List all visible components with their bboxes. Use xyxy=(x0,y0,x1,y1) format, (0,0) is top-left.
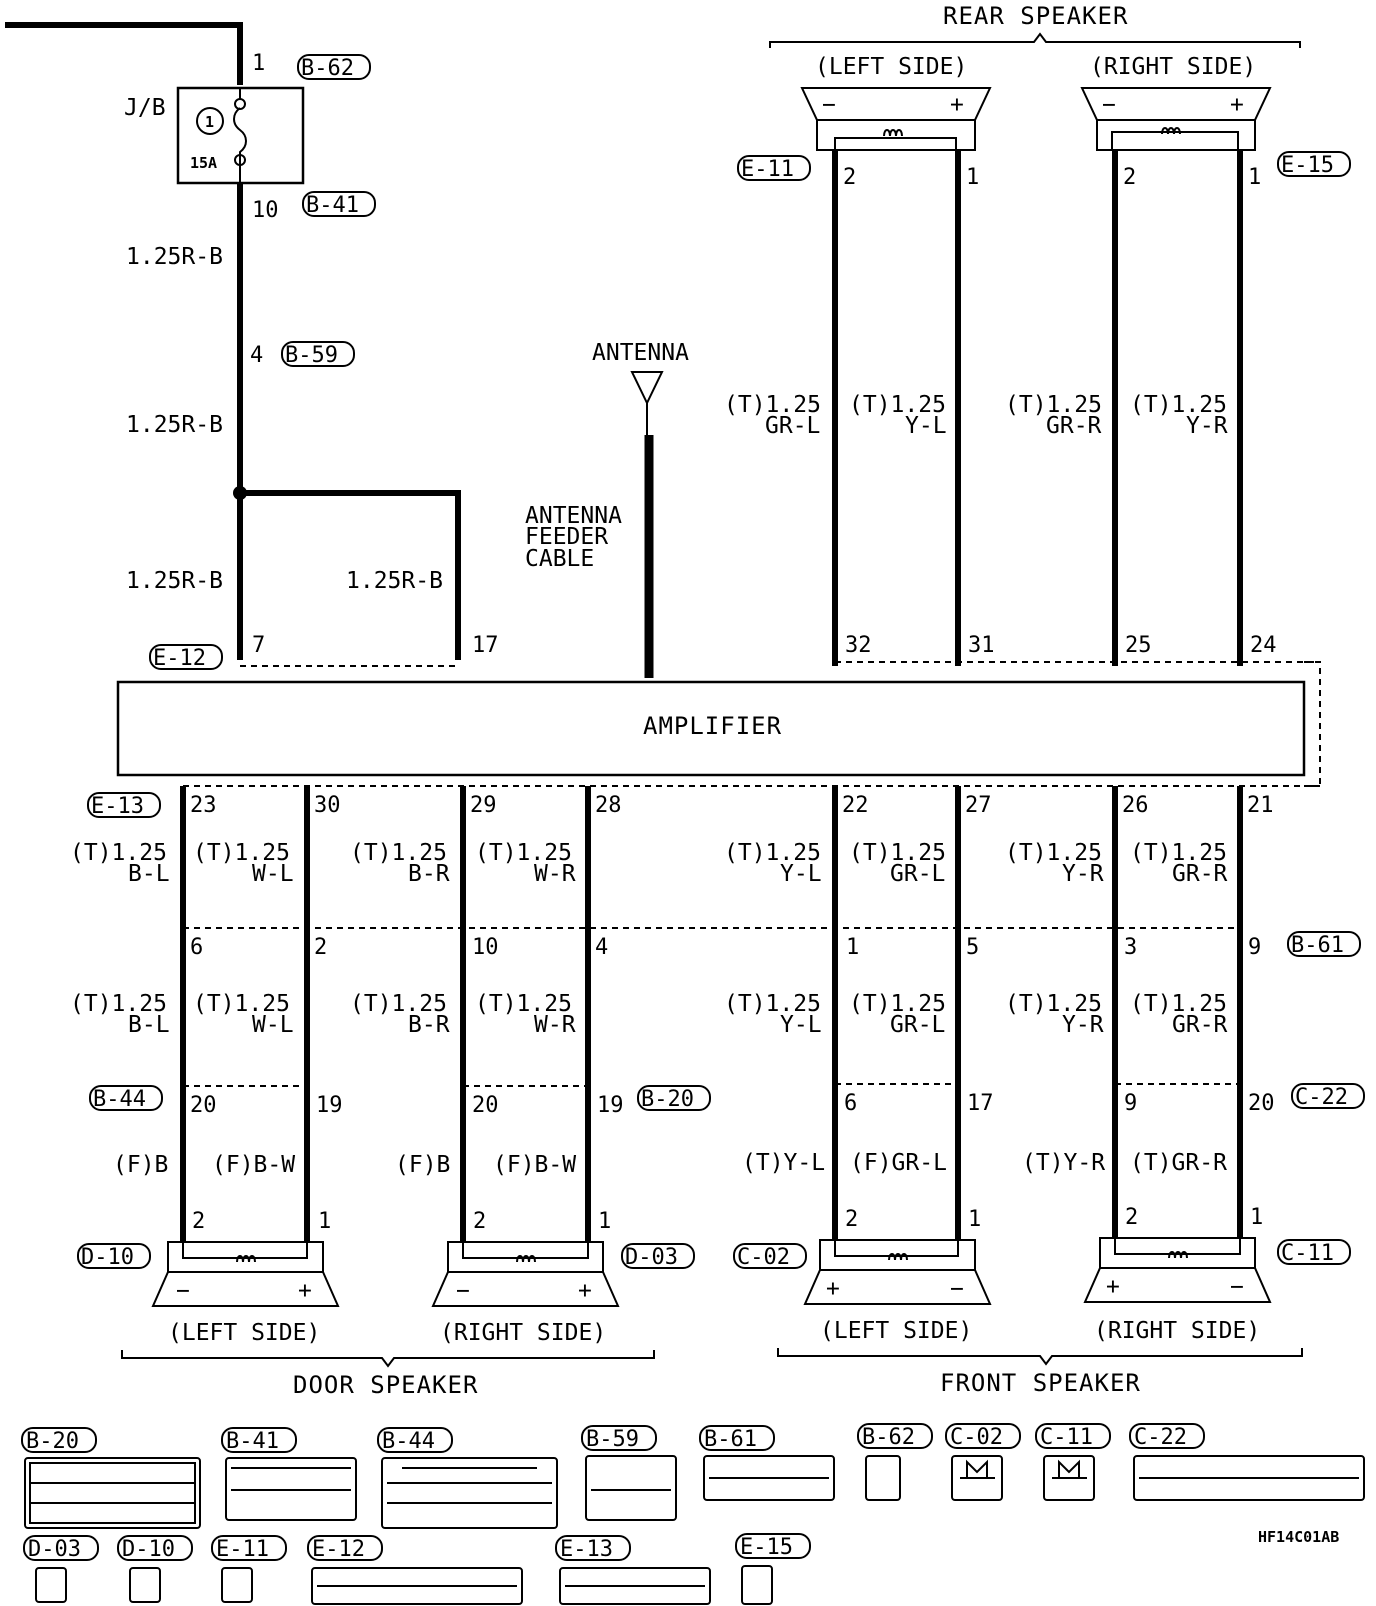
connector-label: B-20 xyxy=(641,1087,694,1112)
wire-label: W-R xyxy=(534,861,576,887)
pin-label: 2 xyxy=(473,1209,487,1234)
wire-label: (T)1.25 xyxy=(70,840,167,866)
pin-label: 32 xyxy=(845,633,872,658)
wire-label: (F)GR-L xyxy=(850,1150,947,1176)
fuse-rating: 15A xyxy=(190,154,218,172)
door-right-label: (RIGHT SIDE) xyxy=(440,1320,607,1346)
connector-label: E-11 xyxy=(741,157,794,182)
connector-label: B-41 xyxy=(306,193,359,218)
wire-label: B-L xyxy=(128,861,170,887)
pin-label: 20 xyxy=(1248,1091,1275,1116)
front-speaker-brace xyxy=(778,1348,1302,1364)
wire-label: GR-R xyxy=(1172,1012,1228,1038)
wire-label: (T)Y-R xyxy=(1022,1150,1106,1176)
wire-label: GR-L xyxy=(890,861,946,887)
connector-label: B-44 xyxy=(93,1087,146,1112)
pin-label: 17 xyxy=(472,633,499,658)
wire-label: W-L xyxy=(252,861,294,887)
pin-label: 1 xyxy=(1248,165,1262,190)
legend-label: E-15 xyxy=(740,1535,793,1560)
wire-label: Y-R xyxy=(1062,1012,1104,1038)
pin-label: 25 xyxy=(1125,633,1152,658)
door-speaker-brace xyxy=(122,1350,654,1366)
rear-right-speaker-icon xyxy=(1082,88,1270,150)
wire-label: Y-L xyxy=(780,1012,822,1038)
pin-label: 19 xyxy=(316,1093,343,1118)
connector-label: C-22 xyxy=(1295,1085,1348,1110)
wire-label: W-R xyxy=(534,1012,576,1038)
pin-label: 3 xyxy=(1124,935,1138,960)
pin-label: 17 xyxy=(967,1091,994,1116)
wire-label: GR-R xyxy=(1046,413,1102,439)
pin-label: 2 xyxy=(843,165,857,190)
antenna-icon xyxy=(632,372,662,403)
wire-label: (F)B-W xyxy=(212,1152,296,1178)
wire-label: (T)GR-R xyxy=(1130,1150,1227,1176)
wire-label: (T)1.25 xyxy=(350,991,447,1017)
pin-label: 26 xyxy=(1122,793,1149,818)
pin-label: 9 xyxy=(1124,1091,1138,1116)
legend-label: E-12 xyxy=(312,1537,365,1562)
pin-label: 1 xyxy=(966,165,980,190)
pin-label: 1 xyxy=(968,1207,982,1232)
wire-label: (T)1.25 xyxy=(350,840,447,866)
pin-label: 2 xyxy=(192,1209,206,1234)
pin-label: 4 xyxy=(595,935,609,960)
amplifier-dash xyxy=(1304,662,1320,786)
pin-label: 29 xyxy=(470,793,497,818)
rear-left-label: (LEFT SIDE) xyxy=(815,54,968,80)
pin-label: 1 xyxy=(1250,1205,1264,1230)
pin-label: 1 xyxy=(252,51,266,76)
pin-label: 22 xyxy=(842,793,869,818)
wire-label: GR-R xyxy=(1172,861,1228,887)
wire-label: (T)1.25 xyxy=(1005,991,1102,1017)
wire-label: B-R xyxy=(408,1012,450,1038)
wire-label: (T)1.25 xyxy=(849,392,946,418)
front-left-speaker-icon xyxy=(805,1240,990,1304)
svg-text:+: + xyxy=(1230,92,1244,118)
connector-legend xyxy=(22,1424,1364,1604)
pin-label: 6 xyxy=(190,935,204,960)
wire-label: Y-R xyxy=(1062,861,1104,887)
wire-label: (T)1.25 xyxy=(475,991,572,1017)
wire-label: (T)1.25 xyxy=(475,840,572,866)
wire-label: Y-R xyxy=(1186,413,1228,439)
pin-label: 4 xyxy=(250,343,264,368)
diagram-code: HF14C01AB xyxy=(1258,1528,1340,1546)
wire-label: (F)B xyxy=(395,1152,451,1178)
pin-label: 10 xyxy=(472,935,499,960)
wire-label: (T)1.25 xyxy=(1005,392,1102,418)
front-right-label: (RIGHT SIDE) xyxy=(1094,1318,1261,1344)
legend-label: B-61 xyxy=(704,1427,757,1452)
wire-label: (T)1.25 xyxy=(70,991,167,1017)
connector-label: B-59 xyxy=(285,343,338,368)
svg-text:−: − xyxy=(1102,92,1116,118)
wire-label: W-L xyxy=(252,1012,294,1038)
pin-label: 21 xyxy=(1247,793,1274,818)
legend-label: C-11 xyxy=(1040,1425,1093,1450)
svg-text:+: + xyxy=(298,1278,312,1304)
legend-label: C-02 xyxy=(950,1425,1003,1450)
pin-label: 9 xyxy=(1248,935,1262,960)
connector-label: B-62 xyxy=(301,56,354,81)
wire-label: GR-L xyxy=(765,413,821,439)
connector-label: B-61 xyxy=(1291,933,1344,958)
rear-right-label: (RIGHT SIDE) xyxy=(1090,54,1257,80)
svg-text:−: − xyxy=(822,92,836,118)
legend-label: E-11 xyxy=(216,1537,269,1562)
connector-label: D-10 xyxy=(81,1245,134,1270)
amplifier-label: AMPLIFIER xyxy=(643,712,783,740)
pin-label: 28 xyxy=(595,793,622,818)
front-left-label: (LEFT SIDE) xyxy=(820,1318,973,1344)
door-left-label: (LEFT SIDE) xyxy=(168,1320,321,1346)
legend-label: D-03 xyxy=(28,1537,81,1562)
wire-label: (T)1.25 xyxy=(193,840,290,866)
wire-label: 1.25R-B xyxy=(126,244,223,270)
legend-label: B-41 xyxy=(226,1429,279,1454)
door-right-speaker-icon xyxy=(433,1242,618,1306)
svg-text:+: + xyxy=(1106,1274,1120,1300)
svg-text:−: − xyxy=(176,1278,190,1304)
wire-label: (T)1.25 xyxy=(849,991,946,1017)
front-speaker-title: FRONT SPEAKER xyxy=(940,1369,1141,1397)
pin-label: 1 xyxy=(846,935,860,960)
svg-text:−: − xyxy=(456,1278,470,1304)
fuse-number: 1 xyxy=(205,113,215,131)
pin-label: 6 xyxy=(844,1091,858,1116)
wire-label: GR-L xyxy=(890,1012,946,1038)
pin-label: 1 xyxy=(598,1209,612,1234)
wire-label: 1.25R-B xyxy=(346,568,443,594)
pin-label: 27 xyxy=(965,793,992,818)
rear-speaker-brace xyxy=(770,34,1300,48)
svg-text:−: − xyxy=(950,1276,964,1302)
pin-label: 24 xyxy=(1250,633,1277,658)
pin-label: 2 xyxy=(1125,1205,1139,1230)
wire-label: (T)1.25 xyxy=(724,991,821,1017)
pin-label: 1 xyxy=(318,1209,332,1234)
front-right-speaker-icon xyxy=(1085,1238,1270,1302)
wire-label: B-L xyxy=(128,1012,170,1038)
legend-label: B-62 xyxy=(862,1425,915,1450)
pin-label: 19 xyxy=(597,1093,624,1118)
legend-label: B-44 xyxy=(382,1429,435,1454)
wire-label: B-R xyxy=(408,861,450,887)
wire-label: (T)1.25 xyxy=(193,991,290,1017)
connector-label: C-02 xyxy=(737,1245,790,1270)
legend-label: C-22 xyxy=(1134,1425,1187,1450)
wire-label: (T)1.25 xyxy=(1130,392,1227,418)
wire-label: (T)1.25 xyxy=(724,840,821,866)
pin-label: 20 xyxy=(190,1093,217,1118)
feeder-label-3: CABLE xyxy=(525,546,595,572)
door-speaker-title: DOOR SPEAKER xyxy=(293,1371,479,1399)
pin-label: 2 xyxy=(1123,165,1137,190)
svg-text:+: + xyxy=(826,1276,840,1302)
svg-text:+: + xyxy=(578,1278,592,1304)
antenna-label: ANTENNA xyxy=(592,340,689,366)
battery-feed-wire xyxy=(5,25,240,85)
wire-label: (F)B-W xyxy=(493,1152,577,1178)
wire-label: 1.25R-B xyxy=(126,412,223,438)
rear-left-speaker-icon xyxy=(802,88,990,150)
wire-label: 1.25R-B xyxy=(126,568,223,594)
pin-label: 31 xyxy=(968,633,995,658)
rear-speaker-title: REAR SPEAKER xyxy=(943,2,1129,30)
wire-label: (F)B xyxy=(113,1152,169,1178)
wire-label: (T)1.25 xyxy=(1130,991,1227,1017)
pin-label: 20 xyxy=(472,1093,499,1118)
pin-label: 23 xyxy=(190,793,217,818)
pin-label: 2 xyxy=(845,1207,859,1232)
wire-label: (T)Y-L xyxy=(742,1150,826,1176)
legend-label: D-10 xyxy=(122,1537,175,1562)
connector-label: E-13 xyxy=(91,794,144,819)
legend-label: B-20 xyxy=(26,1429,79,1454)
legend-label: E-13 xyxy=(560,1537,613,1562)
splice-point xyxy=(233,486,247,500)
wire-label: (T)1.25 xyxy=(849,840,946,866)
svg-text:+: + xyxy=(950,92,964,118)
connector-label: D-03 xyxy=(625,1245,678,1270)
connector-label: C-11 xyxy=(1281,1241,1334,1266)
wire-label: (T)1.25 xyxy=(1130,840,1227,866)
wire-label: (T)1.25 xyxy=(1005,840,1102,866)
pin-label: 10 xyxy=(252,198,279,223)
wire-label: (T)1.25 xyxy=(724,392,821,418)
pin-label: 7 xyxy=(252,633,266,658)
wire-label: Y-L xyxy=(905,413,947,439)
jb-label: J/B xyxy=(124,95,166,121)
connector-label: E-12 xyxy=(153,646,206,671)
pin-label: 2 xyxy=(314,935,328,960)
connector-label: E-15 xyxy=(1281,153,1334,178)
feeder-label-2: FEEDER xyxy=(525,524,609,550)
pin-label: 30 xyxy=(314,793,341,818)
door-left-speaker-icon xyxy=(153,1242,338,1306)
svg-text:−: − xyxy=(1230,1274,1244,1300)
pin-label: 5 xyxy=(966,935,980,960)
wire-label: Y-L xyxy=(780,861,822,887)
feeder-label-1: ANTENNA xyxy=(525,503,622,529)
legend-label: B-59 xyxy=(586,1427,639,1452)
